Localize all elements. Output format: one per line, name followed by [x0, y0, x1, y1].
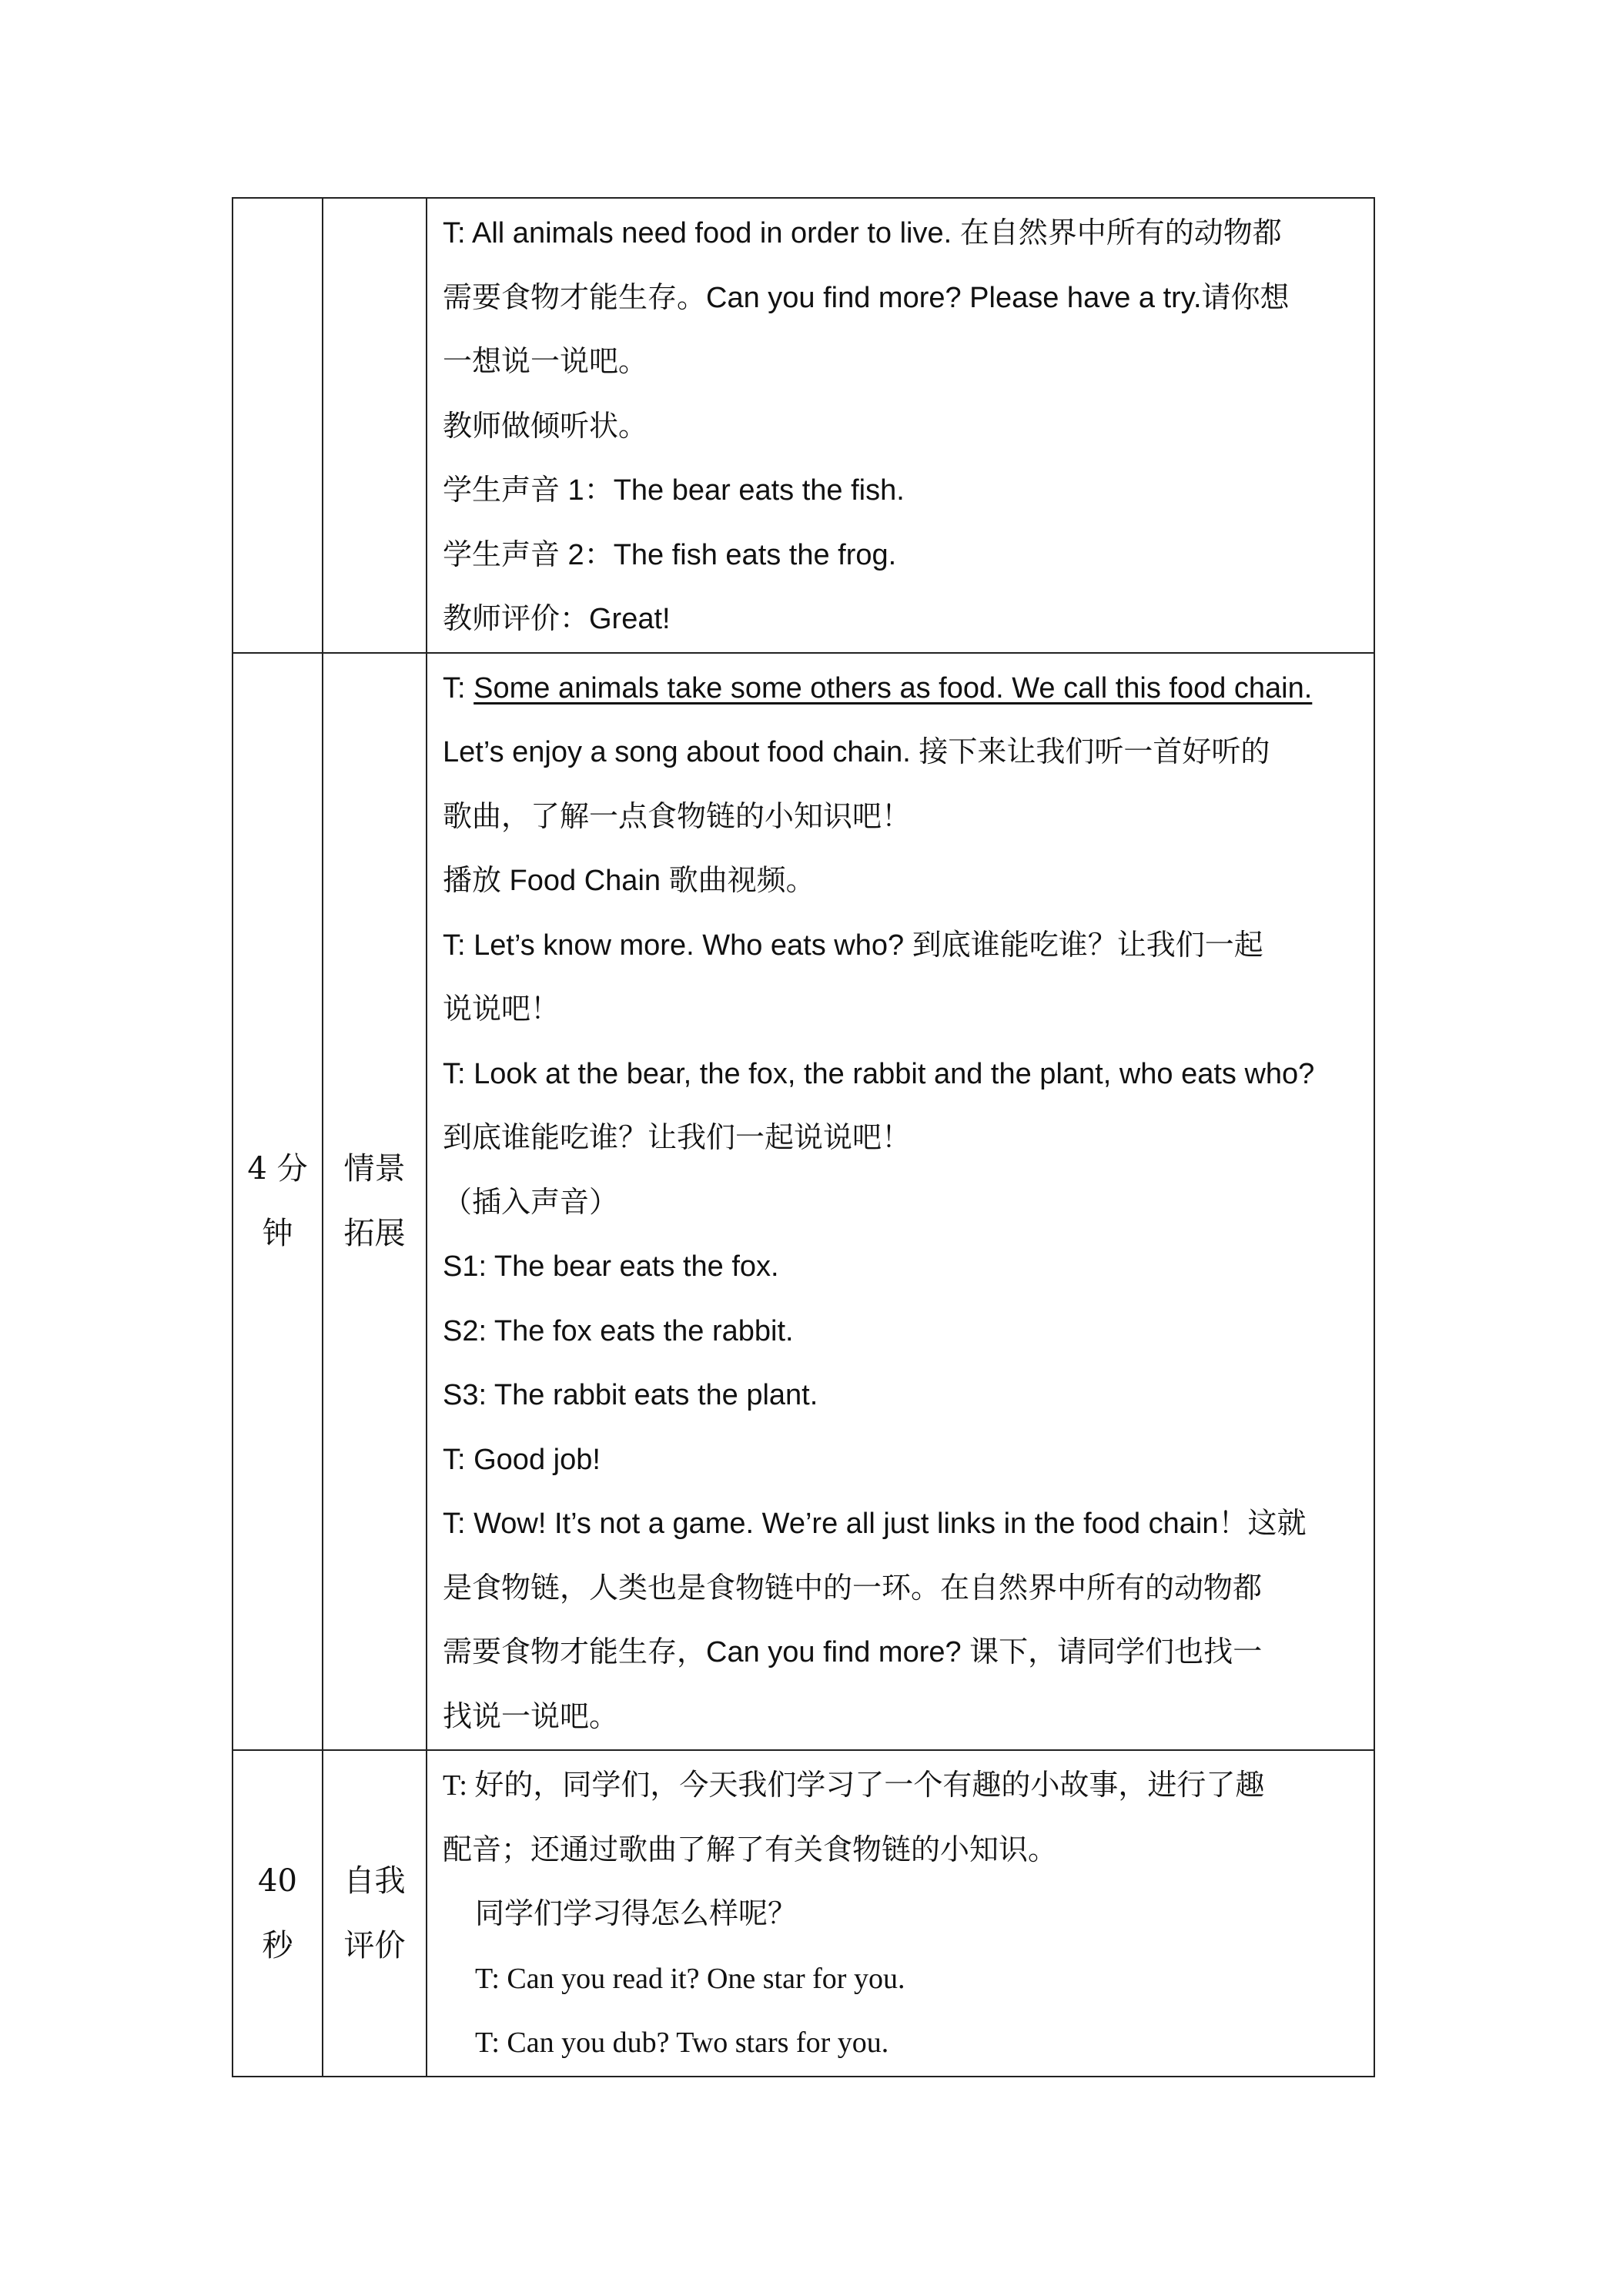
activity-line: 学生声音 2：The fish eats the frog. — [443, 538, 897, 571]
table-row — [233, 653, 1374, 1751]
activity-line: S2: The fox eats the rabbit. — [443, 1314, 794, 1347]
activity-line: 一想说一说吧。 — [443, 346, 648, 378]
activity-line: 说说吧！ — [443, 993, 561, 1026]
activity-cell — [427, 653, 1374, 1751]
table-row — [233, 198, 1374, 653]
activity-line: T: Wow! It’s not a game. We’re all just links in the food chain！这就 — [443, 1508, 1307, 1540]
activity-line: T: Can you dub? Two stars for you. — [475, 2027, 889, 2059]
activity-line: 需要食物才能生存，Can you find more? 课下，请同学们也找一 — [443, 1636, 1263, 1668]
activity-line: T: Good job! — [443, 1443, 601, 1476]
activity-line: 教师评价：Great! — [443, 603, 671, 635]
activity-line: 到底谁能吃谁？让我们一起说说吧！ — [443, 1122, 912, 1154]
activity-line: （插入声音） — [443, 1186, 619, 1219]
stage-text: 拓展 — [343, 1216, 406, 1252]
activity-line: T: Can you read it? One star for you. — [475, 1962, 905, 1995]
time-text: 4 分 — [247, 1151, 308, 1187]
stage-cell — [323, 198, 427, 653]
lesson-plan-table — [232, 197, 1375, 2077]
activity-line: 同学们学习得怎么样呢？ — [475, 1898, 798, 1930]
activity-line: S3: The rabbit eats the plant. — [443, 1379, 818, 1411]
activity-line: S1: The bear eats the fox. — [443, 1250, 779, 1283]
stage-cell — [323, 653, 427, 1751]
activity-line: Let’s enjoy a song about food chain. 接下来让我们听一首好听的 — [443, 736, 1270, 768]
activity-line: T: Look at the bear, the fox, the rabbit and the plant, who eats who? — [443, 1057, 1315, 1090]
activity-line: T: All animals need food in order to live. 在自然界中所有的动物都 — [443, 217, 1282, 249]
time-cell — [233, 653, 323, 1751]
time-cell — [233, 1750, 323, 2077]
activity-cell — [427, 198, 1374, 653]
activity-line: 配音；还通过歌曲了解了有关食物链的小知识。 — [443, 1833, 1058, 1866]
activity-line: 播放 Food Chain 歌曲视频。 — [443, 865, 815, 897]
underlined-sentence: Some animals take some others as food. We call this food chain. — [474, 671, 1313, 705]
activity-line: 是食物链，人类也是食物链中的一环。在自然界中所有的动物都 — [443, 1571, 1263, 1605]
stage-text: 评价 — [343, 1927, 406, 1963]
stage-text: 情景 — [343, 1151, 406, 1187]
time-text: 秒 — [262, 1927, 293, 1963]
activity-line: T: Let’s know more. Who eats who? 到底谁能吃谁？让我们一起 — [443, 929, 1263, 962]
activity-line: 教师做倾听状。 — [443, 410, 648, 443]
time-cell — [233, 198, 323, 653]
stage-cell — [323, 1750, 427, 2077]
activity-line: 找说一说吧。 — [443, 1700, 619, 1733]
activity-line — [443, 657, 1360, 721]
speaker-prefix: T: — [443, 671, 474, 705]
table-row — [233, 1750, 1374, 2077]
activity-cell — [427, 1750, 1374, 2077]
activity-line: 歌曲，了解一点食物链的小知识吧！ — [443, 800, 912, 833]
stage-text: 自我 — [343, 1863, 406, 1899]
time-text: 40 — [258, 1863, 297, 1899]
activity-line: 需要食物才能生存。Can you find more? Please have a try.请你想 — [443, 281, 1290, 314]
activity-line: 学生声音 1：The bear eats the fish. — [443, 474, 905, 507]
time-text: 钟 — [262, 1216, 293, 1252]
activity-line: T: 好的，同学们，今天我们学习了一个有趣的小故事，进行了趣 — [443, 1769, 1265, 1802]
